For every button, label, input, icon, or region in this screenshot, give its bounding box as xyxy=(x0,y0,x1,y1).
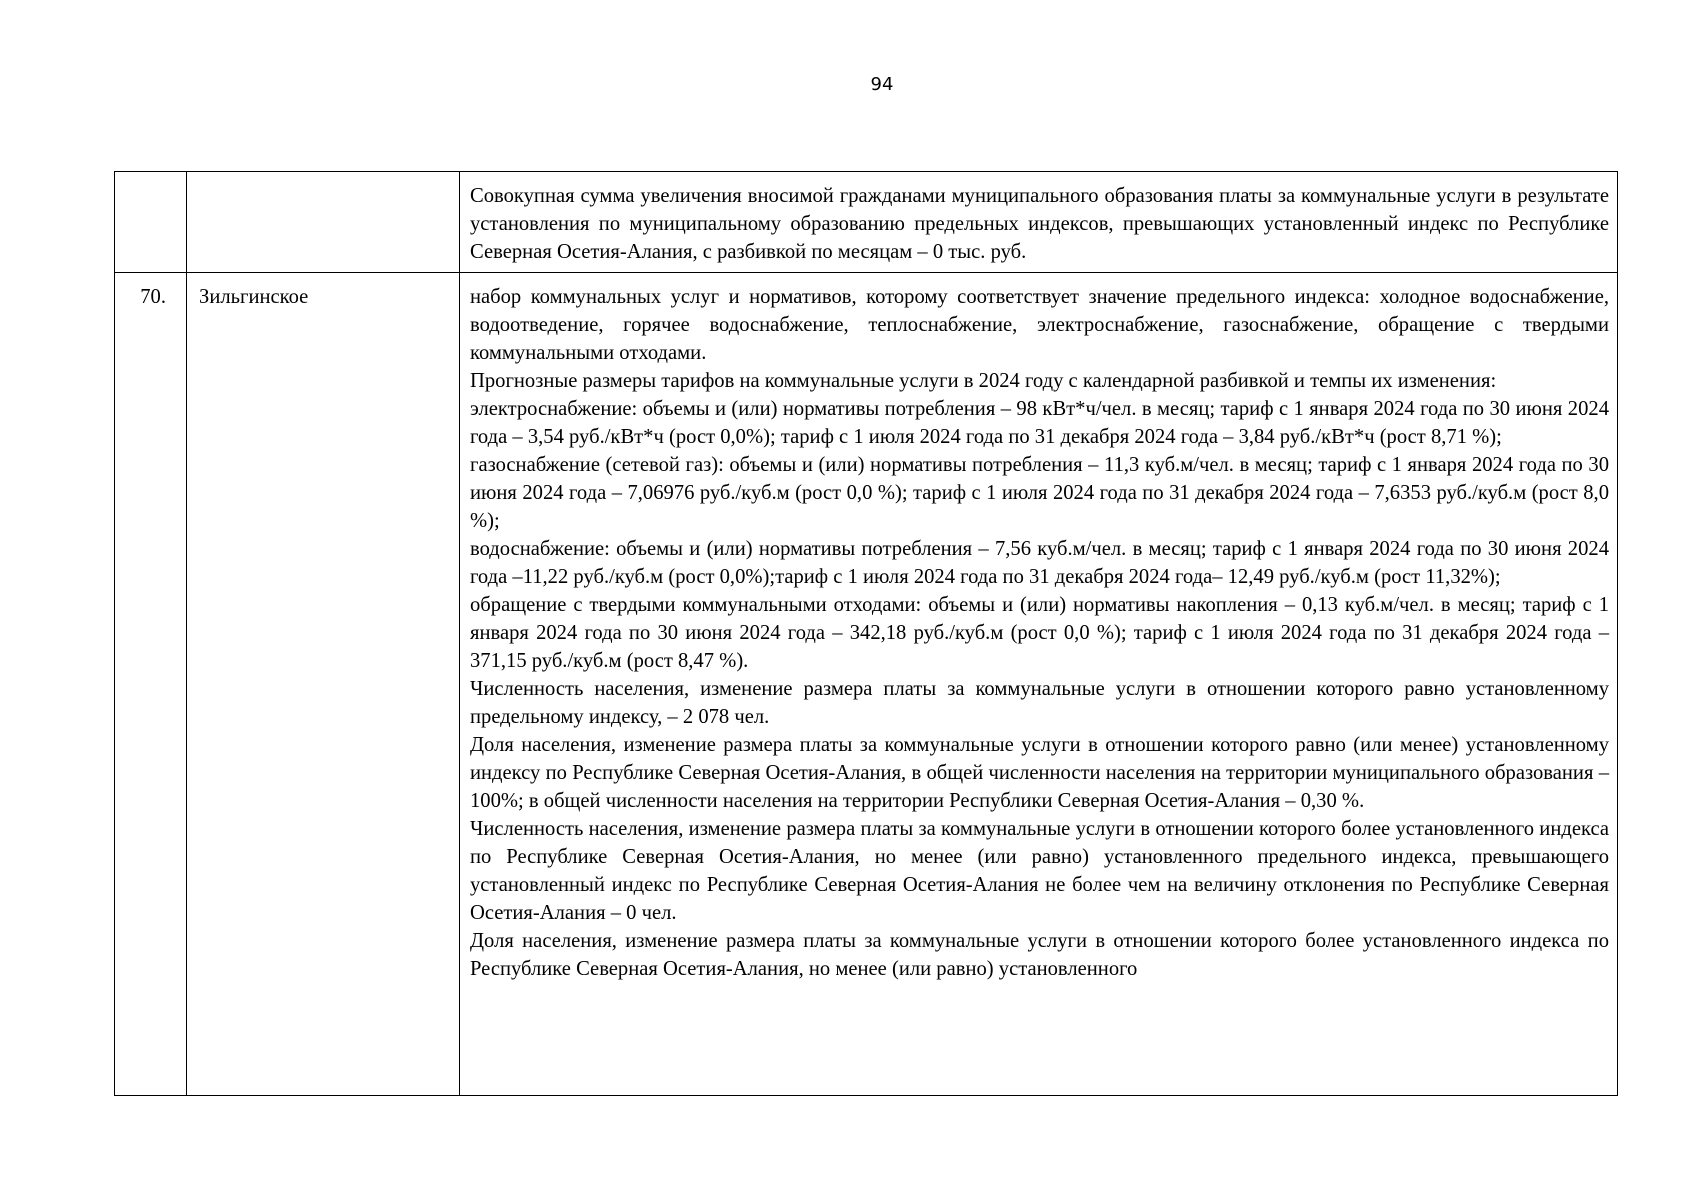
municipality-name-cell: Зильгинское xyxy=(187,273,460,1096)
paragraph: набор коммунальных услуг и нормативов, которому соответствует значение предельного индекса: холодное водоснабжение, водоотведение, горячее водоснабжение, теплоснабжение, электроснабжение, газоснабжение, обращение с твердыми коммунальными отходами. xyxy=(470,286,1609,364)
row-number-cell xyxy=(115,172,187,273)
paragraph: Прогнозные размеры тарифов на коммунальные услуги в 2024 году с календарной разбивкой и темпы их изменения: xyxy=(470,370,1497,392)
page-number: 94 xyxy=(870,74,894,95)
paragraph: Совокупная сумма увеличения вносимой гражданами муниципального образования платы за коммунальные услуги в результате установления по муниципальному образованию предельных индексов, превышающих установленный индекс по Республике Северная Осетия-Алания, с разбивкой по месяцам – 0 тыс. руб. xyxy=(470,185,1609,263)
description-cell xyxy=(460,273,1618,1096)
paragraph: водоснабжение: объемы и (или) нормативы потребления – 7,56 куб.м/чел. в месяц; тариф с 1 января 2024 года по 30 июня 2024 года –11,22 руб./куб.м (рост 0,0%);тариф с 1 июля 2024 года по 31 декабря 2024 года– 12,49 руб./куб.м (рост 11,32%); xyxy=(470,538,1609,588)
paragraph: Численность населения, изменение размера платы за коммунальные услуги в отношении которого равно установленному предельному индексу, – 2 078 чел. xyxy=(470,678,1609,728)
table-row xyxy=(115,273,1618,1096)
table-row xyxy=(115,172,1618,273)
paragraph: Доля населения, изменение размера платы за коммунальные услуги в отношении которого равно (или менее) установленному индексу по Республике Северная Осетия-Алания, в общей численности населения на территории муниципального образования – 100%; в общей численности населения на территории Республики Северная Осетия-Алания – 0,30 %. xyxy=(470,734,1609,812)
municipality-name-cell xyxy=(187,172,460,273)
paragraph: Численность населения, изменение размера платы за коммунальные услуги в отношении которого более установленного индекса по Республике Северная Осетия-Алания, но менее (или равно) установленного предельного индекса, превышающего установленный индекс по Республике Северная Осетия-Алания не более чем на величину отклонения по Республике Северная Осетия-Алания – 0 чел. xyxy=(470,818,1609,924)
paragraph: электроснабжение: объемы и (или) нормативы потребления – 98 кВт*ч/чел. в месяц; тариф с 1 января 2024 года по 30 июня 2024 года – 3,54 руб./кВт*ч (рост 0,0%); тариф с 1 июля 2024 года по 31 декабря 2024 года – 3,84 руб./кВт*ч (рост 8,71 %); xyxy=(470,398,1609,448)
tariff-table xyxy=(114,171,1618,1096)
paragraph: газоснабжение (сетевой газ): объемы и (или) нормативы потребления – 11,3 куб.м/чел. в месяц; тариф с 1 января 2024 года по 30 июня 2024 года – 7,06976 руб./куб.м (рост 0,0 %); тариф с 1 июля 2024 года по 31 декабря 2024 года – 7,6353 руб./куб.м (рост 8,0 %); xyxy=(470,454,1609,532)
paragraph: обращение с твердыми коммунальными отходами: объемы и (или) нормативы накопления – 0,13 куб.м/чел. в месяц; тариф с 1 января 2024 года по 30 июня 2024 года – 342,18 руб./куб.м (рост 0,0 %); тариф с 1 июля 2024 года по 31 декабря 2024 года –371,15 руб./куб.м (рост 8,47 %). xyxy=(470,594,1609,672)
row-number-cell: 70. xyxy=(115,273,187,1096)
description-cell xyxy=(460,172,1618,273)
paragraph: Доля населения, изменение размера платы за коммунальные услуги в отношении которого более установленного индекса по Республике Северная Осетия-Алания, но менее (или равно) установленного xyxy=(470,930,1609,980)
